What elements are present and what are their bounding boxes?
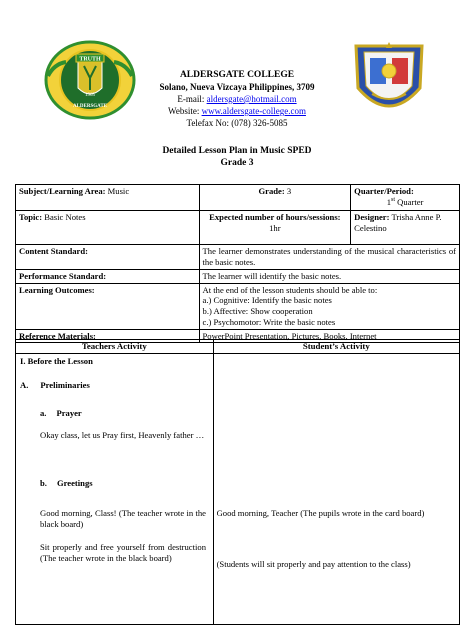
hours-cell [199, 211, 351, 245]
grade-label: Grade: [258, 186, 285, 196]
preliminaries-letter: A. [20, 379, 29, 390]
outcome-affective: b.) Affective: Show cooperation [202, 306, 313, 317]
greetings-label: Greetings [56, 477, 93, 488]
college-name: ALDERSGATE COLLEGE [179, 70, 295, 80]
prayer-label: Prayer [56, 407, 82, 418]
outcome-cognitive: a.) Cognitive: Identify the basic notes [202, 295, 332, 306]
designer-value: Trisha Anne P. Celestino [354, 212, 442, 233]
designer-label: Designer: [354, 212, 390, 222]
website-label: Website: [168, 106, 202, 116]
email-label: E-mail: [177, 94, 207, 104]
svg-text:1965: 1965 [85, 93, 95, 98]
subject-value: Music [105, 186, 130, 196]
outcome-psychomotor: c.) Psychomotor: Write the basic notes [202, 316, 336, 327]
email-line [0, 94, 474, 105]
hours-value: 1hr [269, 222, 281, 233]
document-subtitle: Grade 3 [220, 158, 254, 168]
teachers-activity-header: Teachers Activity [16, 340, 214, 354]
svg-text:ALDERSGATE: ALDERSGATE [72, 104, 108, 109]
subject-label: Subject/Learning Area: [19, 186, 106, 196]
telefax-line: Telefax No: (078) 326-5085 [186, 118, 288, 128]
greetings-letter: b. [40, 477, 47, 488]
learning-outcomes-label: Learning Outcomes: [16, 283, 200, 329]
teachers-activity-cell [16, 353, 214, 624]
activity-header-row [16, 340, 460, 354]
content-standard-label: Content Standard: [16, 245, 200, 270]
document-title: Detailed Lesson Plan in Music SPED [162, 146, 312, 156]
activity-body-row [16, 353, 460, 624]
quarter-label: Quarter/Period: [354, 186, 414, 196]
quarter-word: Quarter [395, 196, 424, 207]
topic-label: Topic: [19, 212, 43, 222]
outcomes-intro: At the end of the lesson students should be able to: [202, 284, 378, 295]
students-activity-header: Student’s Activity [213, 340, 459, 354]
website-line [0, 106, 474, 117]
preliminaries-heading [20, 380, 90, 391]
learning-outcomes-value [199, 283, 459, 329]
lesson-info-table [15, 184, 460, 343]
student-greeting-text: Good morning, Teacher (The pupils wrote in the card board) [216, 507, 425, 518]
content-standard-value: The learner demonstrates understanding of the musical characteristics of the basic notes. [199, 245, 459, 270]
teacher-sit-properly-text: Sit properly and free yourself from destruction (The teacher wrote in the black board) [40, 541, 206, 563]
college-address: Solano, Nueva Vizcaya Philippines, 3709 [159, 82, 315, 92]
performance-standard-value: The learner will identify the basic notes. [199, 270, 459, 284]
quarter-value [354, 197, 456, 208]
prayer-heading [40, 408, 82, 419]
topic-row [16, 211, 460, 245]
svg-text:TRUTH: TRUTH [79, 56, 101, 63]
subject-row [16, 185, 460, 211]
grade-value: 3 [284, 186, 292, 196]
teacher-greeting-text: Good morning, Class! (The teacher wrote in the black board) [40, 507, 206, 529]
designer-cell [351, 211, 460, 245]
grade-cell [199, 185, 351, 211]
greetings-heading [40, 478, 93, 489]
performance-standard-label: Performance Standard: [16, 270, 200, 284]
subject-cell [16, 185, 200, 211]
topic-value: Basic Notes [42, 212, 86, 222]
topic-cell [16, 211, 200, 245]
reference-materials-value: PowerPoint Presentation, Pictures, Books, Internet [199, 329, 459, 343]
before-lesson-heading: I. Before the Lesson [20, 355, 93, 366]
quarter-cell [351, 185, 460, 211]
reference-materials-label: Reference Materials: [16, 329, 200, 343]
content-standard-row [16, 245, 460, 270]
website-link[interactable]: www.aldersgate-college.com [201, 106, 306, 116]
students-activity-cell [213, 353, 459, 624]
quarter-suffix: st [391, 196, 396, 203]
prayer-text: Okay class, let us Pray first, Heavenly father … [40, 429, 205, 440]
prayer-letter: a. [40, 407, 47, 418]
learning-outcomes-row [16, 283, 460, 329]
email-link[interactable]: aldersgate@hotmail.com [206, 94, 297, 104]
student-sit-properly-text: (Students will sit properly and pay attention to the class) [216, 558, 411, 569]
quarter-number: 1 [386, 196, 392, 207]
performance-standard-row [16, 270, 460, 284]
hours-label: Expected number of hours/sessions: [209, 212, 341, 222]
activity-table [15, 339, 460, 625]
preliminaries-label: Preliminaries [40, 379, 90, 390]
